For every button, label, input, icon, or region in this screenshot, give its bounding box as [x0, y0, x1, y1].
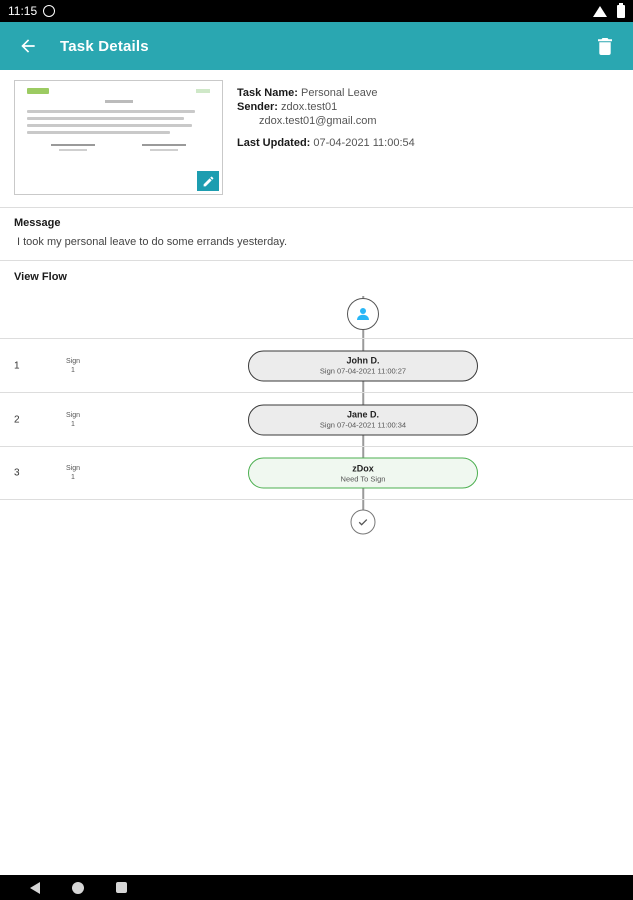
signer-pill-zdox[interactable] — [248, 458, 478, 489]
nav-home-icon[interactable] — [72, 882, 84, 894]
view-flow-label: View Flow — [14, 271, 67, 283]
signer-pill-jane[interactable] — [248, 404, 478, 435]
flow-end-node — [0, 500, 633, 544]
check-icon — [357, 516, 370, 529]
back-button[interactable] — [16, 34, 40, 58]
document-thumbnail[interactable] — [14, 80, 223, 195]
battery-icon — [617, 5, 625, 18]
step-type: Sign 1 — [65, 411, 80, 428]
signer-name: John D. — [346, 355, 380, 366]
doc-preview-header — [27, 88, 210, 94]
wifi-icon — [593, 6, 607, 17]
sender-label: Sender: — [237, 101, 278, 113]
sender-row — [237, 100, 415, 114]
message-text: I took my personal leave to do some errands yesterday. — [17, 236, 288, 248]
doc-tag — [196, 89, 210, 93]
sender-node — [347, 298, 379, 330]
notification-icon — [43, 5, 55, 17]
flow-step-row — [0, 338, 633, 392]
view-flow-section — [0, 261, 633, 283]
step-index: 2 — [14, 414, 20, 425]
back-arrow-icon — [18, 36, 38, 56]
doc-title-line — [105, 100, 133, 103]
task-meta — [223, 80, 415, 195]
android-nav-bar — [0, 875, 633, 900]
signer-status: Need To Sign — [340, 474, 386, 483]
signer-name: zDox — [352, 463, 374, 473]
task-name-value: Personal Leave — [301, 87, 378, 99]
task-header — [0, 70, 633, 207]
complete-node — [351, 510, 376, 535]
sender-email: zdox.test01@gmail.com — [259, 115, 377, 127]
status-bar — [0, 0, 633, 22]
last-updated-label: Last Updated: — [237, 137, 311, 149]
step-index: 3 — [14, 467, 20, 479]
signer-name: Jane D. — [346, 409, 379, 420]
last-updated-row — [237, 136, 415, 150]
doc-signature-lines — [27, 144, 210, 151]
message-label: Message — [14, 217, 61, 229]
status-time: 11:15 — [8, 4, 38, 18]
flow-step-row — [0, 392, 633, 446]
step-type: Sign 1 — [65, 357, 80, 374]
step-index: 1 — [14, 360, 20, 371]
last-updated-value: 07-04-2021 11:00:54 — [313, 137, 415, 149]
nav-back-icon[interactable] — [30, 882, 40, 894]
nav-recents-icon[interactable] — [116, 882, 127, 893]
doc-logo — [27, 88, 49, 94]
task-name-row — [237, 86, 415, 100]
step-type: Sign 1 — [65, 465, 80, 481]
signer-status: Sign 07-04-2021 11:00:34 — [319, 420, 407, 430]
signature-pencil-icon — [197, 171, 219, 191]
signer-pill-john[interactable] — [248, 350, 478, 381]
person-icon — [354, 305, 372, 323]
delete-task-button[interactable] — [593, 34, 617, 58]
app-bar — [0, 22, 633, 70]
flow-diagram — [0, 290, 633, 544]
message-section — [0, 208, 633, 260]
sender-value: zdox.test01 — [281, 101, 338, 113]
task-name-label: Task Name: — [237, 87, 298, 99]
flow-step-row — [0, 446, 633, 500]
trash-icon — [598, 38, 612, 55]
signer-status: Sign 07-04-2021 11:00:27 — [319, 366, 407, 376]
page-title: Task Details — [60, 37, 149, 55]
flow-start-node — [0, 290, 633, 338]
